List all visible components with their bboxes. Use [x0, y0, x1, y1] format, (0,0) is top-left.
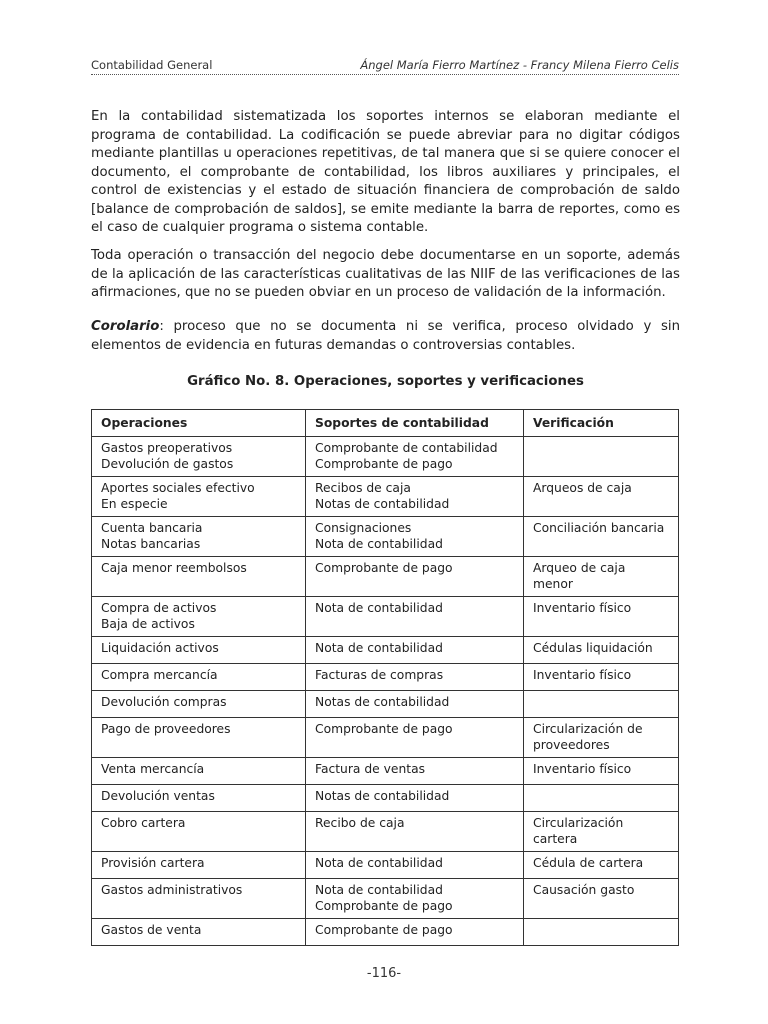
cell-line: Nota de contabilidad — [315, 537, 443, 551]
cell-line: Compra de activos — [101, 601, 217, 615]
cell-line: Inventario físico — [533, 668, 632, 682]
operacion-cell — [92, 637, 306, 664]
table-row — [92, 718, 679, 758]
verificacion-cell — [524, 785, 679, 812]
verificacion-cell — [524, 557, 679, 597]
table-row — [92, 758, 679, 785]
operacion-cell — [92, 557, 306, 597]
cell-line: Notas bancarias — [101, 537, 201, 551]
paragraph-operacion: Toda operación o transacción del negocio debe documentarse en un soporte, además de la aplicación de las características cualitativas de las NIIF de las verificaciones de las afirmaciones, que no se pueden obviar en un proceso de validación de la información. — [91, 248, 680, 300]
cell-line: Cuenta bancaria — [101, 521, 203, 535]
cell-line: Nota de contabilidad — [315, 883, 443, 897]
cell-line: Aportes sociales efectivo — [101, 481, 255, 495]
operacion-cell — [92, 691, 306, 718]
cell-line: Pago de proveedores — [101, 722, 231, 736]
operacion-cell — [92, 852, 306, 879]
soporte-cell — [306, 637, 524, 664]
book-title: Contabilidad General — [91, 58, 213, 72]
cell-line: Circularización cartera — [533, 816, 624, 846]
soporte-cell — [306, 758, 524, 785]
table-row — [92, 437, 679, 477]
operacion-cell — [92, 664, 306, 691]
cell-line: Provisión cartera — [101, 856, 205, 870]
verificacion-cell — [524, 477, 679, 517]
table-row — [92, 919, 679, 946]
verificacion-cell — [524, 637, 679, 664]
corolario-label: Corolario — [91, 319, 160, 334]
verificacion-cell — [524, 691, 679, 718]
cell-line: Comprobante de pago — [315, 457, 453, 471]
soporte-cell — [306, 852, 524, 879]
cell-line: Arqueo de caja menor — [533, 561, 626, 591]
table-body — [92, 437, 679, 946]
cell-line: Devolución compras — [101, 695, 227, 709]
cell-line: Comprobante de pago — [315, 899, 453, 913]
soporte-cell — [306, 664, 524, 691]
operacion-cell — [92, 718, 306, 758]
cell-line: Cédulas liquidación — [533, 641, 653, 655]
verificacion-cell — [524, 758, 679, 785]
soporte-cell — [306, 919, 524, 946]
soporte-cell — [306, 879, 524, 919]
cell-line: Circularización de — [533, 722, 643, 736]
cell-line: Gastos de venta — [101, 923, 202, 937]
soporte-cell — [306, 437, 524, 477]
soporte-cell — [306, 477, 524, 517]
table-row — [92, 879, 679, 919]
figure-caption: Gráfico No. 8. Operaciones, soportes y verificaciones — [187, 374, 584, 389]
cell-line: Gastos administrativos — [101, 883, 243, 897]
cell-line: Comprobante de contabilidad — [315, 441, 498, 455]
verificacion-cell — [524, 664, 679, 691]
soporte-cell — [306, 718, 524, 758]
table-row — [92, 852, 679, 879]
verificacion-cell — [524, 597, 679, 637]
verificacion-cell — [524, 718, 679, 758]
operacion-cell — [92, 597, 306, 637]
operations-table — [91, 409, 679, 946]
cell-line: Comprobante de pago — [315, 923, 453, 937]
soporte-cell — [306, 812, 524, 852]
operacion-cell — [92, 812, 306, 852]
verificacion-cell — [524, 919, 679, 946]
header-soportes: Soportes de contabilidad — [306, 410, 524, 437]
operacion-cell — [92, 517, 306, 557]
cell-line: Venta mercancía — [101, 762, 205, 776]
operacion-cell — [92, 477, 306, 517]
verificacion-cell — [524, 437, 679, 477]
soporte-cell — [306, 517, 524, 557]
table-row — [92, 477, 679, 517]
cell-line: Nota de contabilidad — [315, 601, 443, 615]
table-header-row — [92, 410, 679, 437]
cell-line: Consignaciones — [315, 521, 412, 535]
running-header — [91, 56, 679, 75]
cell-line: Arqueos de caja — [533, 481, 632, 495]
cell-line: Comprobante de pago — [315, 722, 453, 736]
header-verificacion: Verificación — [524, 410, 679, 437]
table-row — [92, 785, 679, 812]
verificacion-cell — [524, 812, 679, 852]
page-number: -116- — [366, 966, 402, 981]
table-row — [92, 517, 679, 557]
operacion-cell — [92, 919, 306, 946]
cell-line: Conciliación bancaria — [533, 521, 665, 535]
cell-line: Gastos preoperativos — [101, 441, 233, 455]
paragraph-corolario — [91, 318, 680, 355]
cell-line: Comprobante de pago — [315, 561, 453, 575]
cell-line: Caja menor reembolsos — [101, 561, 247, 575]
soporte-cell — [306, 597, 524, 637]
operacion-cell — [92, 758, 306, 785]
cell-line: Devolución ventas — [101, 789, 215, 803]
header-operaciones: Operaciones — [92, 410, 306, 437]
operacion-cell — [92, 437, 306, 477]
cell-line: Compra mercancía — [101, 668, 218, 682]
cell-line: Recibo de caja — [315, 816, 405, 830]
cell-line: Liquidación activos — [101, 641, 219, 655]
table-row — [92, 637, 679, 664]
cell-line: Recibos de caja — [315, 481, 411, 495]
verificacion-cell — [524, 517, 679, 557]
authors: Ángel María Fierro Martínez - Francy Milena Fierro Celis — [360, 58, 679, 72]
table-row — [92, 691, 679, 718]
cell-line: Nota de contabilidad — [315, 641, 443, 655]
cell-line: Inventario físico — [533, 601, 632, 615]
cell-line: Cédula de cartera — [533, 856, 644, 870]
cell-line: En especie — [101, 497, 168, 511]
verificacion-cell — [524, 852, 679, 879]
cell-line: Devolución de gastos — [101, 457, 234, 471]
cell-line: proveedores — [533, 738, 610, 752]
corolario-text: : proceso que no se documenta ni se verifica, proceso olvidado y sin elementos de evidencia en futuras demandas o controversias contables. — [91, 319, 680, 353]
table-row — [92, 597, 679, 637]
table-row — [92, 664, 679, 691]
cell-line: Causación gasto — [533, 883, 635, 897]
operacion-cell — [92, 785, 306, 812]
cell-line: Notas de contabilidad — [315, 789, 450, 803]
cell-line: Cobro cartera — [101, 816, 186, 830]
soporte-cell — [306, 557, 524, 597]
paragraph-sistematizada: En la contabilidad sistematizada los soportes internos se elaboran mediante el programa de contabilidad. La codificación se puede abreviar para no digitar códigos mediante plantillas u operaciones repetitivas, de tal manera que si se quiere conocer el documento, el comprobante de contabilidad, los libros auxiliares y principales, el control de existencias y el estado de situación financiera de comprobación de saldo [balance de comprobación de saldos], se emite mediante la barra de reportes, como es el caso de cualquier programa o sistema contable. — [91, 109, 680, 235]
table-row — [92, 557, 679, 597]
cell-line: Nota de contabilidad — [315, 856, 443, 870]
cell-line: Notas de contabilidad — [315, 695, 450, 709]
cell-line: Facturas de compras — [315, 668, 444, 682]
verificacion-cell — [524, 879, 679, 919]
table-row — [92, 812, 679, 852]
cell-line: Notas de contabilidad — [315, 497, 450, 511]
soporte-cell — [306, 691, 524, 718]
operacion-cell — [92, 879, 306, 919]
cell-line: Factura de ventas — [315, 762, 426, 776]
cell-line: Inventario físico — [533, 762, 632, 776]
soporte-cell — [306, 785, 524, 812]
cell-line: Baja de activos — [101, 617, 195, 631]
